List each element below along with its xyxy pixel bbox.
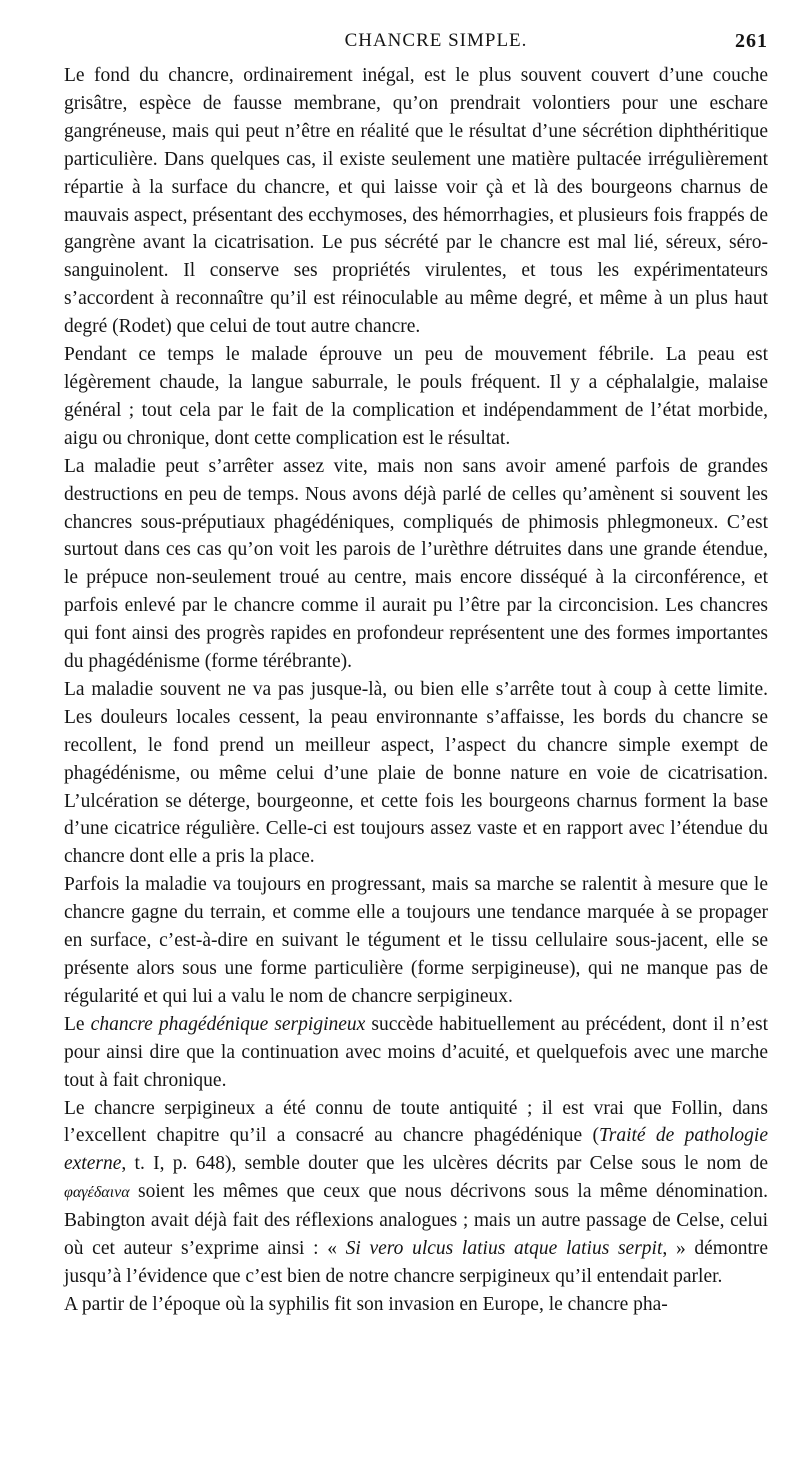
paragraph-1 bbox=[64, 62, 768, 341]
paragraph-4 bbox=[64, 676, 768, 871]
paragraph-text: Le fond du chancre, ordinairement inégal, est le plus souvent couvert d’une couche grisâtre, espèce de fausse membrane, qu’on prendrait volontiers pour une eschare gangréneuse, mais qui peut n’être en réalité que le résultat d’une sécrétion diphthéritique particulière. Dans quelques cas, il existe seulement une matière pultacée irrégulièrement répartie à la surface du chancre, et qui laisse voir çà et là des bourgeons charnus de mauvais aspect, présentant des ecchymoses, des hémorrhagies, et plusieurs fois frappés de gangrène avant la cicatrisation. Le pus sécrété par le chancre est mal lié, séreux, séro-sanguinolent. Il conserve ses propriétés virulentes, et tous les expérimentateurs s’accordent à reconnaître qu’il est réinoculable au même degré, et même à un plus haut degré (Rodet) que celui de tout autre chancre. bbox=[64, 65, 768, 338]
italic-text: Si vero ulcus latius atque latius serpit bbox=[345, 1238, 663, 1260]
paragraph-text: soient les mêmes que ceux que nous décrivons sous la même dénomination. Babington avait déjà fait des réflexions analogues ; mais un autre passage de Celse, celui où cet auteur s’exprime ainsi : « bbox=[64, 1181, 768, 1260]
paragraph-text: succède habituellement au précédent, dont il n’est pour ainsi dire que la continuation avec moins d’acuité, et quelquefois avec une marche tout à fait chronique. bbox=[64, 1013, 768, 1091]
paragraph-text: A partir de l’époque où la syphilis fit son invasion en Europe, le chancre pha- bbox=[64, 1293, 668, 1315]
paragraph-text: Le bbox=[64, 1013, 91, 1035]
page-number: 261 bbox=[735, 30, 768, 52]
paragraph-text: La maladie souvent ne va pas jusque-là, ou bien elle s’arrête tout à coup à cette limite. Les douleurs locales cessent, la peau environnante s’affaisse, les bords du chancre se recollent, le fond prend un meilleur aspect, l’aspect du chancre simple exempt de phagédénisme, ou même celui d’une plaie de bonne nature en voie de cicatrisation. L’ulcération se déterge, bourgeonne, et cette fois les bourgeons charnus forment la base d’une cicatrice régulière. Celle-ci est toujours assez vaste et en rapport avec l’étendue du chancre dont elle a pris la place. bbox=[64, 678, 768, 868]
paragraph-3 bbox=[64, 453, 768, 676]
paragraph-text: Le chancre serpigineux a été connu de toute antiquité ; il est vrai que Follin, dans l’excellent chapitre qu’il a consacré au chancre phagédénique ( bbox=[64, 1097, 768, 1147]
greek-word: φαγέδαινα bbox=[64, 1184, 130, 1202]
body-text bbox=[64, 62, 768, 1319]
paragraph-6 bbox=[64, 1011, 768, 1095]
paragraph-text: Pendant ce temps le malade éprouve un peu de mouvement fébrile. La peau est légèrement chaude, la langue saburrale, le pouls fréquent. Il y a céphalalgie, malaise général ; tout cela par le fait de la complication et indépendamment de l’état morbide, aigu ou chronique, dont cette complication est le résultat. bbox=[64, 344, 768, 449]
italic-text: Traité de pathologie externe bbox=[64, 1125, 768, 1175]
paragraph-2 bbox=[64, 341, 768, 453]
paragraph-7 bbox=[64, 1095, 768, 1291]
italic-text: chancre phagédénique serpigineux bbox=[90, 1013, 366, 1035]
paragraph-8 bbox=[64, 1291, 768, 1319]
running-title: CHANCRE SIMPLE. bbox=[344, 30, 528, 51]
paragraph-text: , » démontre jusqu’à l’évidence que c’est bien de notre chancre serpigineux qu’il entendait parler. bbox=[64, 1238, 769, 1287]
paragraph-5 bbox=[64, 871, 768, 1011]
paragraph-text: , t. I, p. 648), semble douter que les ulcères décrits par Celse sous le nom de bbox=[121, 1153, 768, 1175]
running-head bbox=[64, 28, 768, 62]
paragraph-text: La maladie peut s’arrêter assez vite, mais non sans avoir amené parfois de grandes destructions en peu de temps. Nous avons déjà parlé de celles qu’amènent si souvent les chancres sous-préputiaux phagédéniques, compliqués de phimosis phlegmoneux. C’est surtout dans ces cas qu’on voit les parois de l’urèthre détruites dans une grande étendue, le prépuce non-seulement troué au centre, mais encore disséqué à la circonférence, et parfois enlevé par le chancre comme il aurait pu l’être par la circoncision. Les chancres qui font ainsi des progrès rapides en profondeur représentent une des formes importantes du phagédénisme (forme térébrante). bbox=[64, 455, 768, 673]
paragraph-text: Parfois la maladie va toujours en progressant, mais sa marche se ralentit à mesure que le chancre gagne du terrain, et comme elle a toujours une tendance marquée à se propager en surface, c’est-à-dire en suivant le tégument et le tissu cellulaire sous-jacent, elle se présente alors sous une forme particulière (forme serpigineuse), qui ne manque pas de régularité et qui lui a valu le nom de chancre serpigineux. bbox=[64, 874, 768, 1007]
